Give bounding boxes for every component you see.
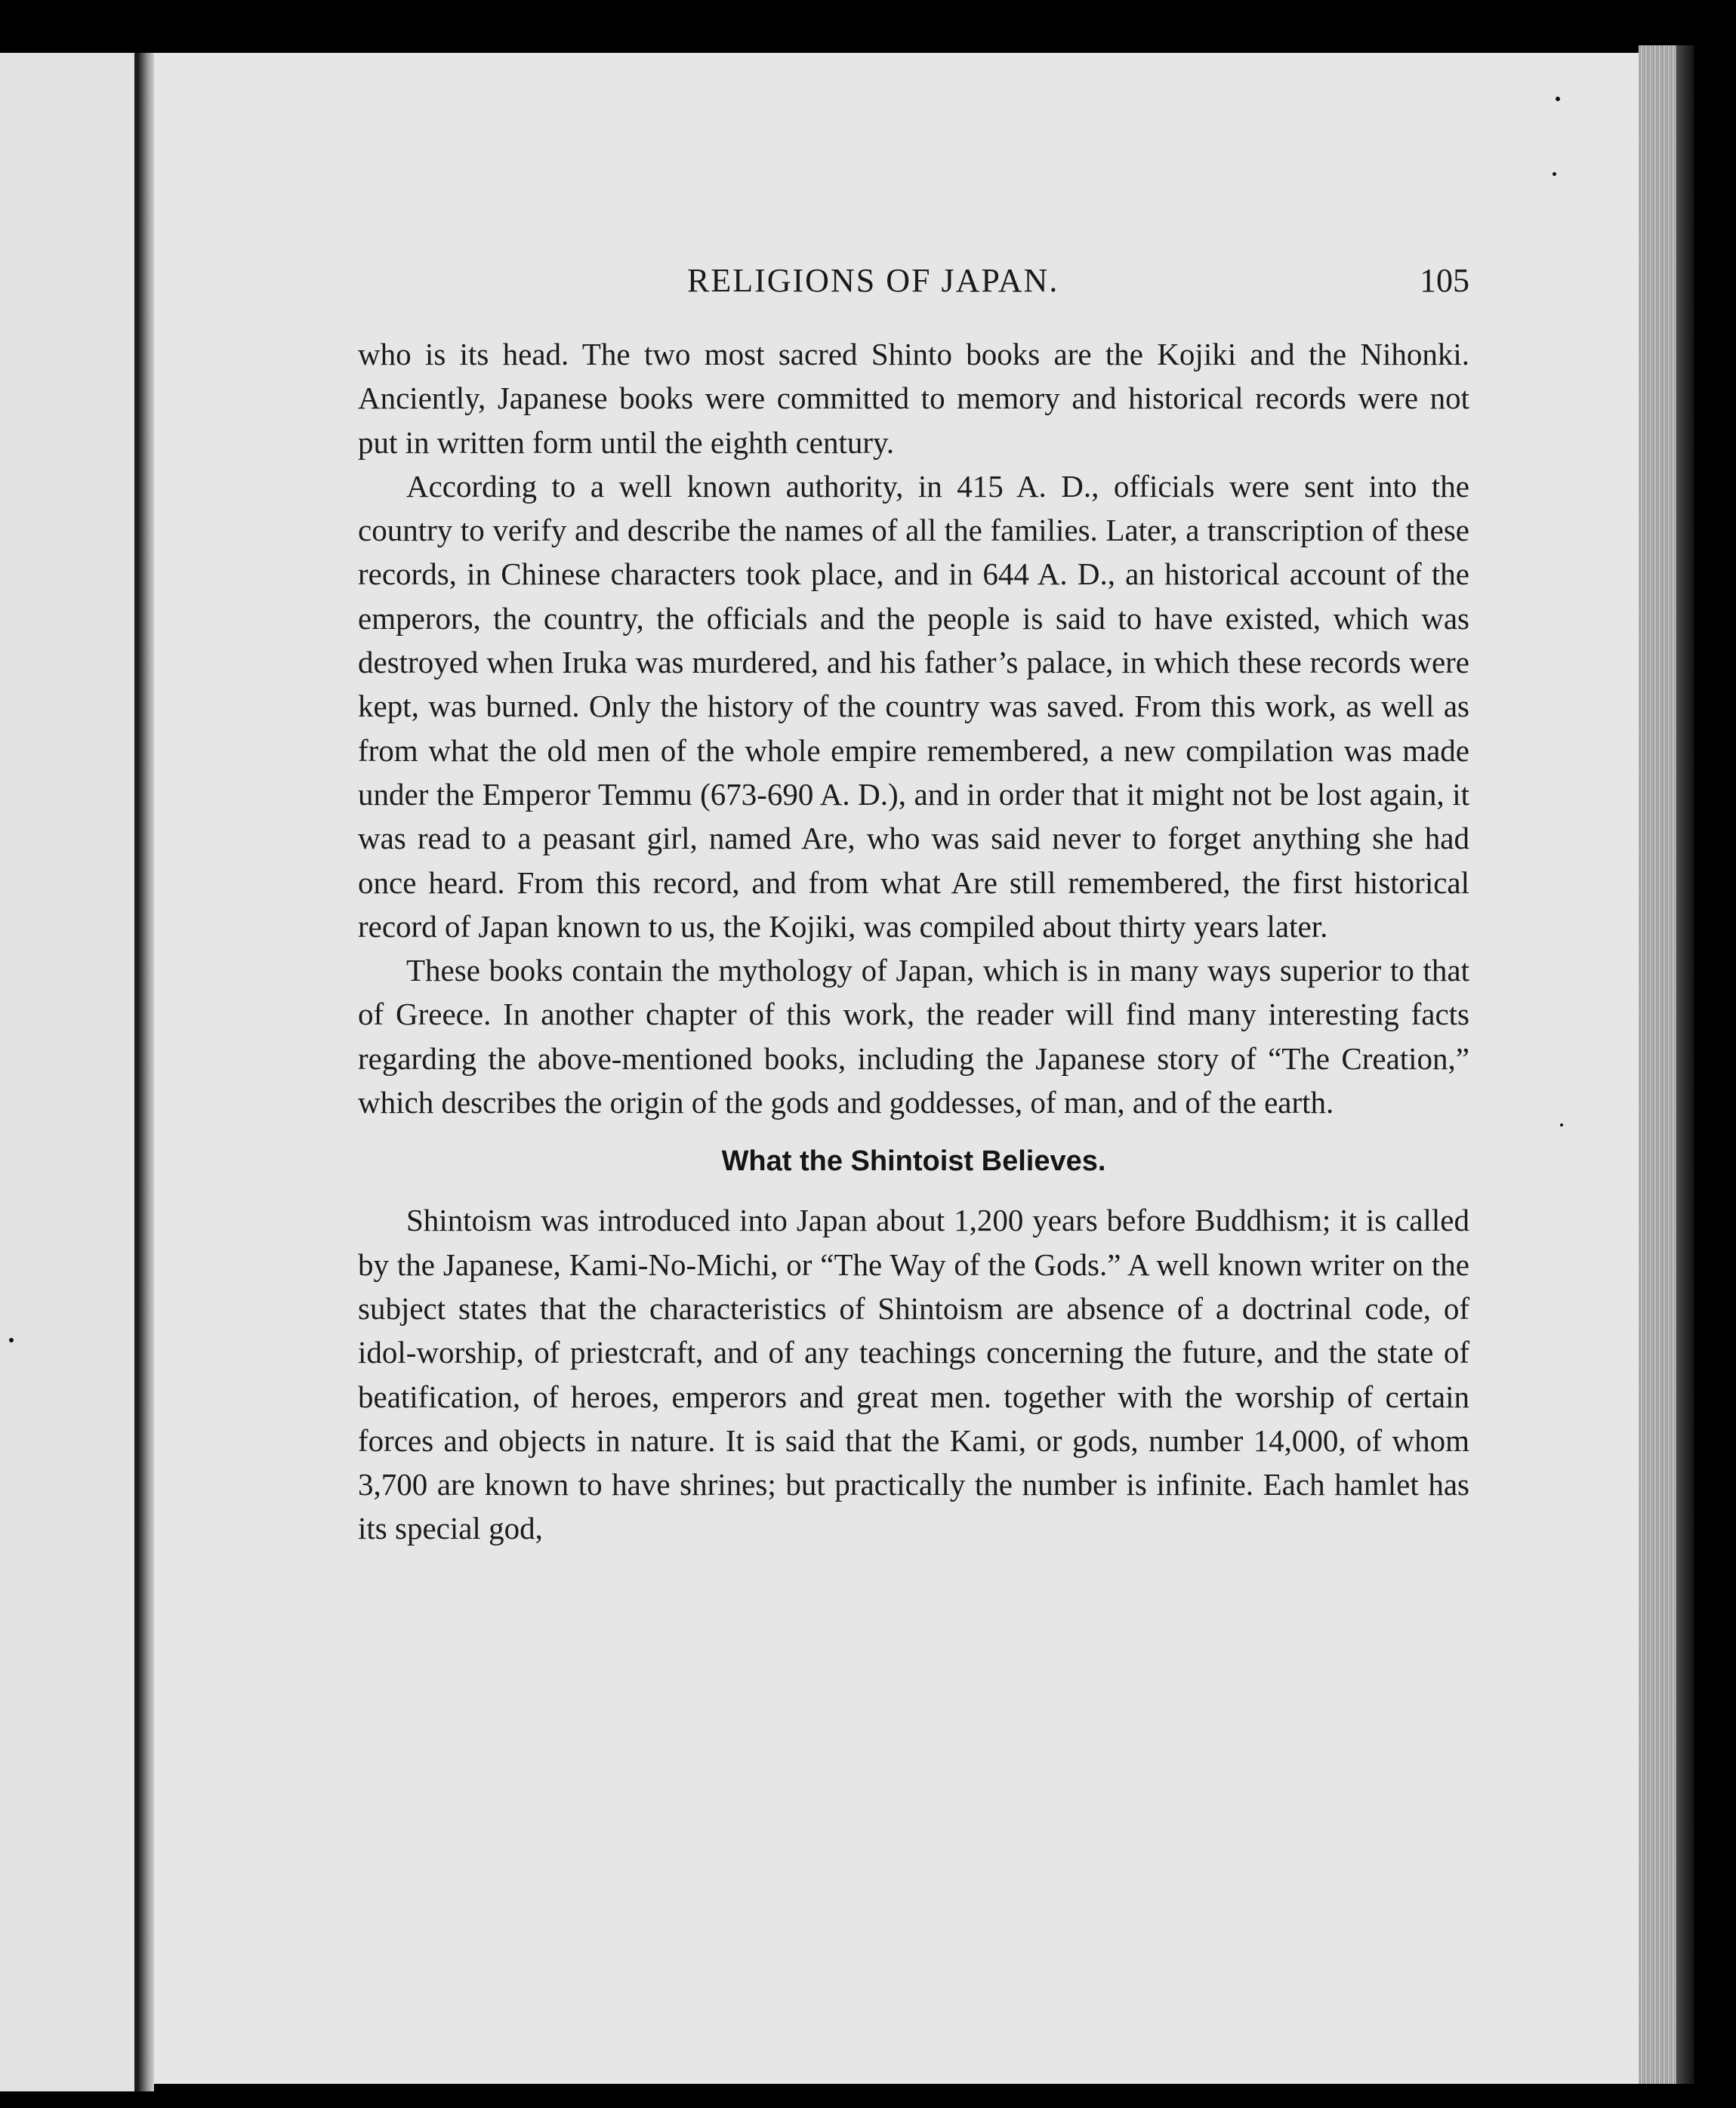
running-head	[358, 261, 1469, 314]
page-number: 105	[1420, 262, 1469, 299]
paragraph-authority: According to a well known authority, in 415 A. D., officials were sent into the country to verify and describe the names of all the families. Later, a transcription of these records, in Chinese characters took place, and in 644 A. D., an historical account of the emperors, the country, the officials and the people is said to have existed, which was destroyed when Iruka was murdered, and his father’s palace, in which these records were kept, was burned. Only the history of the country was saved. From this work, as well as from what the old men of the whole empire remembered, a new compilation was made under the Emperor Temmu (673-690 A. D.), and in order that it might not be lost again, it was read to a peasant girl, named Are, who was said never to forget anything she had once heard. From this record, and from what Are still remembered, the first historical record of Japan known to us, the Kojiki, was compiled about thirty years later.	[358, 468, 1469, 944]
page-body	[358, 332, 1469, 1551]
scan-speck	[1560, 1123, 1563, 1126]
page-stack-edges	[1639, 45, 1676, 2084]
paragraph-shintoism: Shintoism was introduced into Japan about 1,200 years before Buddhism; it is called by the Japanese, Kami-No-Michi, or “The Way of the Gods.” A well known writer on the subject states that the characteristics of Shintoism are absence of a doctrinal code, of idol-worship, of priestcraft, and of any teachings concerning the future, and the state of beatification, of heroes, emperors and great men. together with the worship of certain forces and objects in nature. It is said that the Kami, or gods, number 14,000, of whom 3,700 are known to have shrines; but practically the number is infinite. Each hamlet has its special god,	[358, 1203, 1469, 1546]
book-gutter	[139, 53, 154, 2091]
paragraph-mythology: These books contain the mythology of Japan, which is in many ways superior to that of Greece. In another chapter of this work, the reader will find many interesting facts regarding the above-mentioned books, including the Japanese story of “The Creation,” which describes the origin of the gods and goddesses, of man, and of the earth.	[358, 953, 1469, 1120]
left-page-edge	[0, 53, 139, 2091]
book-cover-edge	[1676, 45, 1694, 2084]
paragraph-continued: who is its head. The two most sacred Shinto books are the Kojiki and the Nihonki. Anciently, Japanese books were committed to memory and historical records were not put in written form until the eighth century.	[358, 337, 1469, 460]
running-title: RELIGIONS OF JAPAN.	[687, 262, 1059, 299]
section-heading: What the Shintoist Believes.	[721, 1145, 1106, 1178]
scan-speck	[9, 1338, 14, 1342]
scan-speck	[1553, 172, 1556, 176]
scan-speck	[1556, 97, 1560, 101]
